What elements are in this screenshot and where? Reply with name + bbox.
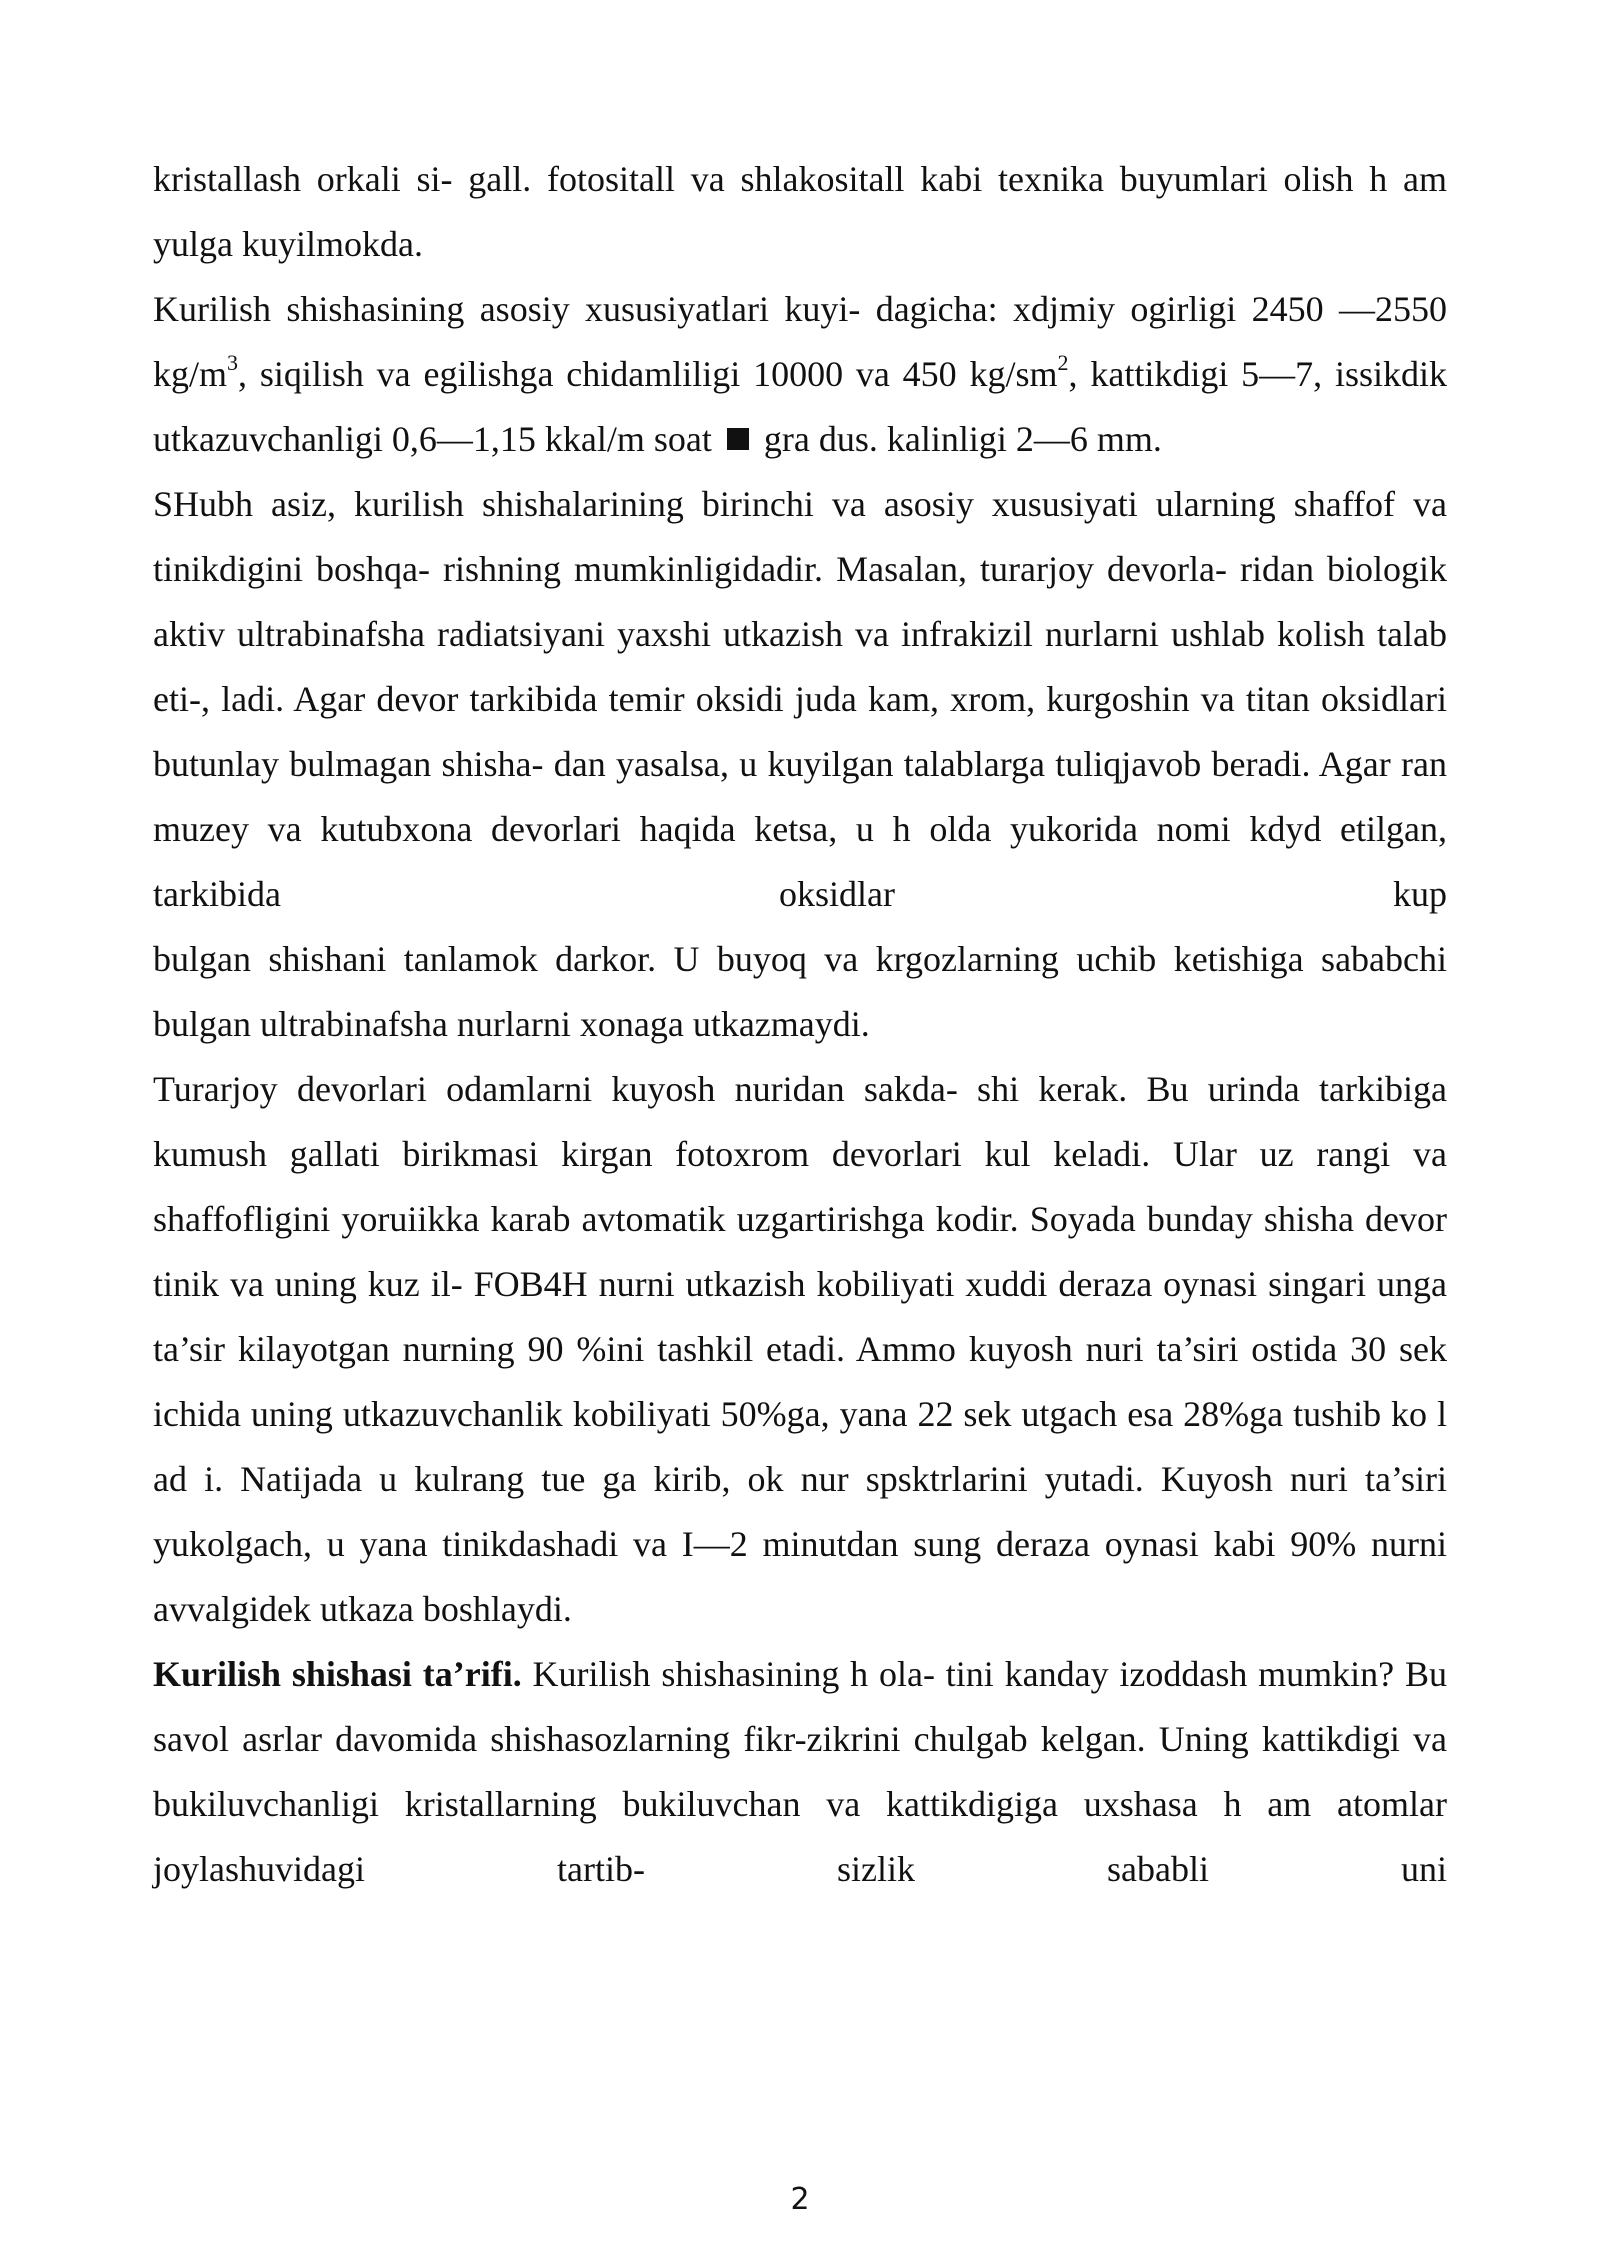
- page-number: 2: [790, 2182, 810, 2217]
- paragraph-2-part-2: , siqilish va egilishga chidamliligi 10000 va 450 kg/sm: [238, 354, 1058, 394]
- paragraph-5: Turarjoy devorlari odamlarni kuyosh nuridan sakda- shi kerak. Bu urinda tarkibiga kumush gallati birikmasi kirgan fotoxrom devorlari kul keladi. Ular uz rangi va shaffofligini yoruiikka karab avtomatik uzgartirishga kodir. Soyada bunday shisha devor tinik va uning kuz il- FOB4H nurni utkazish kobiliyati xuddi deraza oynasi singari unga ta’sir kilayotgan nurning 90 %ini tashkil etadi. Ammo kuyosh nuri ta’siri ostida 30 sek ichida uning utkazuvchanlik kobiliyati 50%ga, yana 22 sek utgach esa 28%ga tushib ko l ad i. Natijada u kulrang tue ga kirib, ok nur spsktrlarini yutadi. Kuyosh nuri ta’siri yukolgach, u yana tinikdashadi va I—2 minutdan sung deraza oynasi kabi 90% nurni avvalgidek utkaza boshlaydi.: [153, 1069, 1447, 1629]
- section-heading: Kurilish shishasi ta’rifi.: [153, 1654, 522, 1694]
- paragraph-2-part-1: Kurilish shishasining asosiy xususiyatlari kuyi- dagicha: xdjmiy ogirligi 2450 —2550 kg/m: [153, 289, 1447, 394]
- paragraph-3: SHubh asiz, kurilish shishalarining birinchi va asosiy xususiyati ularning shaffof va tinikdigini boshqa- rishning mumkinligidadir. Masalan, turarjoy devorla- ridan biologik aktiv ultrabinafsha radiatsiyani yaxshi utkazish va infrakizil nurlarni ushlab kolish talab eti-, ladi. Agar devor tarkibida temir oksidi juda kam, xrom, kurgoshin va titan oksidlari butunlay bulmagan shisha- dan yasalsa, u kuyilgan talablarga tuliqjavob beradi. Agar ran muzey va kutubxona devorlari haqida ketsa, u h olda yukorida nomi kdyd etilgan, tarkibida oksidlar kup: [153, 484, 1447, 914]
- paragraph-4: bulgan shishani tanlamok darkor. U buyoq va krgozlarning uchib ketishiga sababchi bulgan ultrabinafsha nurlarni xonaga utkazmaydi.: [153, 939, 1447, 1044]
- square-bullet-icon: [727, 428, 749, 450]
- paragraph-2-part-4: gra dus. kalinligi 2—6 mm.: [763, 419, 1162, 459]
- paragraph-2-part-3: , kattikdigi 5—7, issikdik utkazuvchanligi 0,6—1,15 kkal/m soat: [153, 354, 1447, 459]
- paragraph-6-text: Kurilish shishasining h ola- tini kanday izoddash mumkin? Bu savol asrlar davomida shishasozlarning fikr-zikrini chulgab kelgan. Uning kattikdigi va bukiluvchanligi kristallarning bukiluvchan va kattikdigiga uxshasa h am atomlar joylashuvidagi tartib- sizlik sababli uni: [153, 1654, 1447, 1889]
- paragraph-6: [153, 1642, 1447, 1902]
- superscript-squared: 2: [1057, 350, 1069, 375]
- document-page: [153, 147, 1447, 1902]
- paragraph-2: [153, 277, 1447, 472]
- paragraph-1: kristallash orkali si- gall. fotositall va shlakositall kabi texnika buyumlari olish h am yulga kuyilmokda.: [153, 159, 1447, 264]
- superscript-cubed: 3: [227, 350, 239, 375]
